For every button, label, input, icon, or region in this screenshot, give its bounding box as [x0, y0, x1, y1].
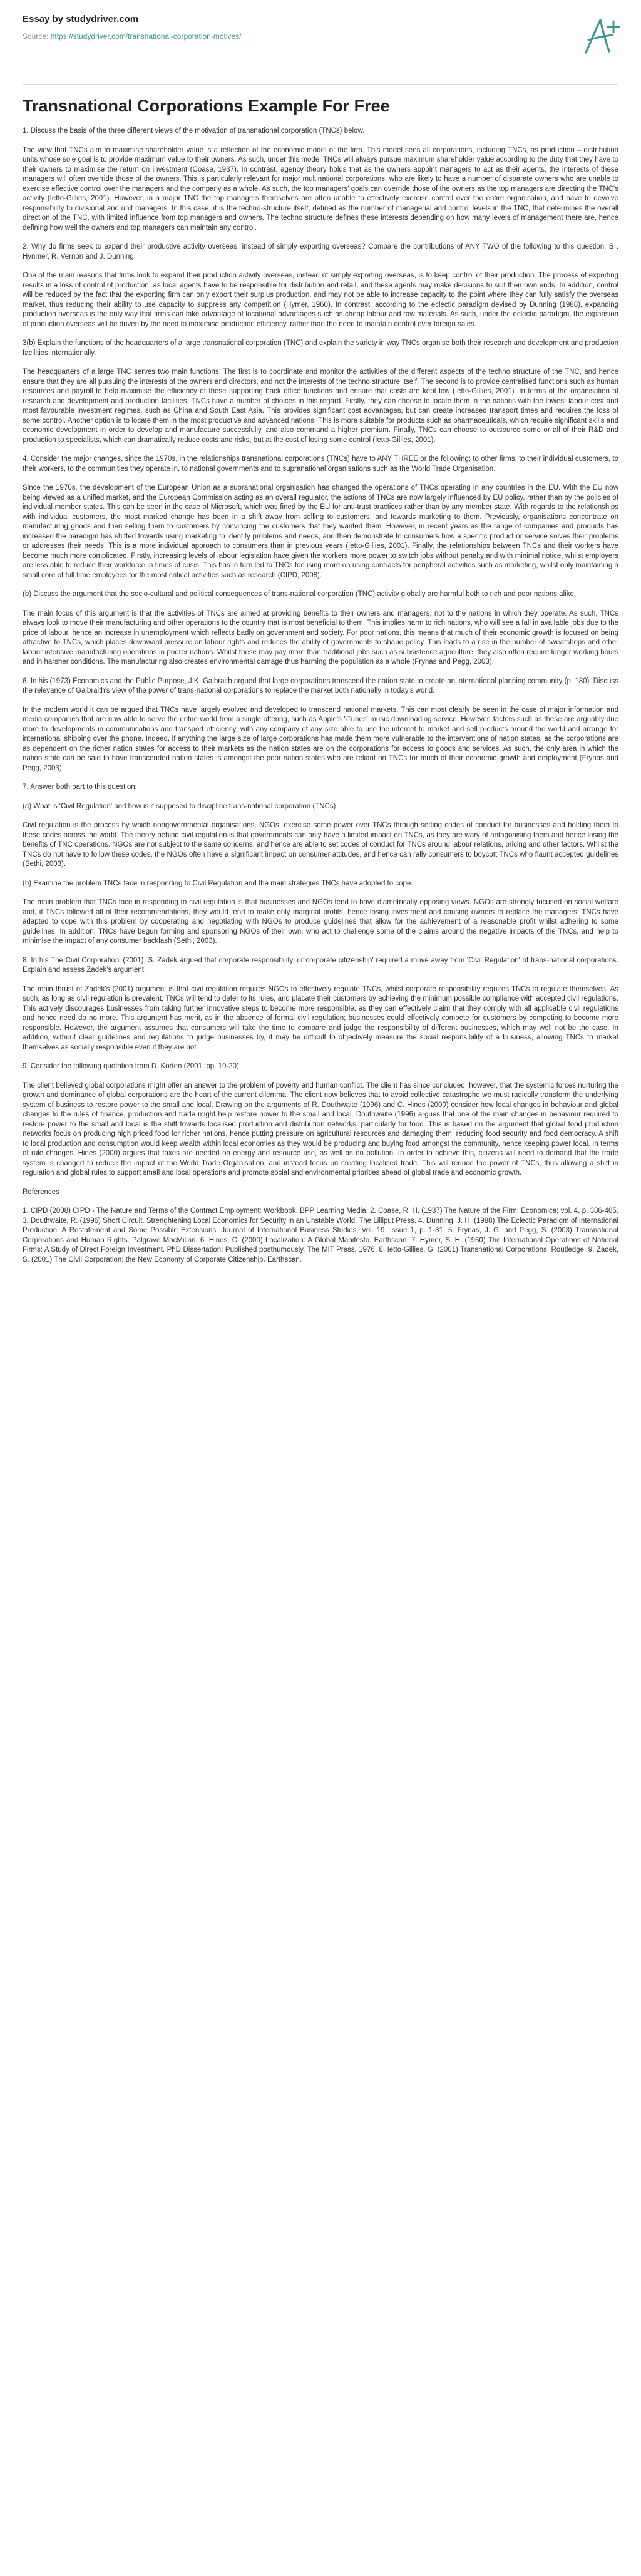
question-1: 1. Discuss the basis of the three different views of the motivation of transnational corporation (TNCs) below. [23, 127, 365, 135]
answer-9: The client believed global corporations might offer an answer to the problem of poverty and human conflict. The client has since concluded, however, that the systemic forces nurturing the growth and dominance of global corporations are the heart of the current dilemma. The client now believes that to avoid collective catastrophe we must radically transform the underlying system of business to restore power to the small and local. Drawing on the arguments of R. Douthwaite (1996) and C. Hines (2000) consider how local changes in behaviour and global changes to the rules of finance, production and trade might help restore power to the small and local. Douthwaite (1996) argues that one of the main changes in behaviour required to restore power to the small and local is the shift towards localised production and distribution networks, particularly for food. This is based on the argument that global food production networks focus on producing high priced food for richer nations, hence putting pressure on agricultural resources and damaging them, reducing food security and food democracy. A shift to local production and consumption would keep wealth within local economies as they would be producing and buying food amongst the community, hence keeping power local. In terms of rule changes, Hines (2000) argues that taxes are needed on energy and resource use, as well as on pollution. In order to achieve this, citizens will need to demand that the trade system is changed to reduce the impact of the World Trade Organisation, and instead focus on creating localised trade. This will reduce the power of TNCs, thus allowing a shift in regulation and global rules to support small and local operations and promote social and environmental priorities ahead of global trade and economic growth. [23, 1081, 618, 1177]
answer-6: In the modern world it can be argued that TNCs have largely evolved and developed to transcend national markets. This can most clearly be seen in the case of major information and media companies that are now able to serve the entire world from a single offering, such as Apple's 'iTunes' music downloading service. However, factors such as these are arguably due more to developments in communications and transport efficiency, with any company of any size able to use the internet to market and sell products around the world and arrange for international shipping over the phone. Indeed, if anything the large size of large corporations has made them more vulnerable to the interventions of nation states, as the corporations are as dependent on the richer nation states for access to their markets as the nation states are on the corporations for access to goods and services. As such, the only area in which the nation state can be said to have transcended nation states is amongst the poor nation states who are reliant on TNCs for much of their economic growth and employment (Frynas and Pegg, 2003). [23, 706, 618, 772]
answer-3b: The headquarters of a large TNC serves two main functions. The first is to coordinate and monitor the activities of the different aspects of the techno structure of the TNC, and hence ensure that they are all pursuing the interests of the owners and directors, and not the interests of the techno structure itself. The second is to provide centralised functions such as human resources and payroll to help maximise the efficiency of these supporting back office functions and ensure that costs are kept low (Ietto-Gillies, 2001). In terms of the organisation of research and development and production facilities, TNCs have a number of choices in this regard. Firstly, they can choose to locate them in the nations with the lowest labour cost and most favourable investment regimes, such as China and South East Asia. This provides significant cost advantages, but can create increased transport times and requires the loss of some control. Another option is to locate them in the most productive and advanced nations. This is more suitable for products such as pharmaceuticals, which require significant skills and economic development in order to develop and manufacture successfully, and also command a higher premium. Finally, TNCs can choose to outsource some or all of their R&D and production to specialists, which can dramatically reduce costs and risks, but at the cost of losing some control (Ietto-Gillies, 2001). [23, 368, 618, 444]
essay-title: Transnational Corporations Example For Free [23, 96, 390, 115]
essay-body [23, 95, 618, 1274]
question-7a: (a) What is 'Civil Regulation' and how is it supposed to discipline trans-national corporation (TNCs) [23, 802, 336, 810]
question-8: 8. In his The Civil Corporation' (2001), S. Zadek argued that corporate responsibility' or corporate citizenship' required a move away from 'Civil Regulation' of trans-national corporations. Explain and assess Zadek's argument. [23, 956, 618, 974]
question-4b: (b) Discuss the argument that the socio-cultural and political consequences of trans-national corporation (TNC) activity globally are harmful both to rich and poor nations alike. [23, 590, 577, 598]
site-title: Essay by studydriver.com [23, 14, 139, 24]
answer-1: The view that TNCs aim to maximise shareholder value is a reflection of the economic model of the firm. This model sees all corporations, including TNCs, as production – distribution units whose sole goal is to provide maximum value to their owners. As such, under this model TNCs will always pursue maximum shareholder value according to the duty that they have to their owners to maximise the return on investment (Coase, 1937). In contrast, agency theory holds that as the owners appoint managers to act as their agents, the interests of these managers will often override those of the owners. This is particularly relevant for major multinational corporations, who are likely to have a number of disparate owners who are unable to exercise effective control over the managers and the company as a whole. As such, the top managers' goals can override those of the owners as the top managers are directing the TNC's activity (Ietto-Gillies, 2001). However, in a major TNC the top managers themselves are often unable to effectively exercise control over the entire organisation, and have to devolve responsibility to divisional and unit managers. In this case, it is the techno-structure itself, defined as the number of managerial and control levels in the TNC, that determines the overall direction of the TNC, with limited influence from top managers and owners. The techno structure defines these interests depending on how many levels of management there are, hence defining how well the owners and top managers can maintain any control. [23, 146, 618, 232]
answer-4: Since the 1970s, the development of the European Union as a supranational organisation has changed the operations of TNCs operating in any countries in the EU. With the EU now being viewed as a unified market, and the European Commission acting as an overall regulator, the actions of TNCs are now largely influenced by EU policy, rather than by the policies of individual member states. This can be seen in the case of Microsoft, which was fined by the EU for anti-trust practices rather than by any member state. With regards to the relationships with individual customers, the most marked change has been in a shift away from selling to customers, and towards marketing to them. Previously, organisations concentrate on manufacturing goods and then selling them to customers by convincing the customers that they wanted them. However, in recent years as the range of companies and products has increased the paradigm has shifted towards using marketing to identify problems and needs, and then demonstrate to consumers how a specific product or service solves their problems or addresses their needs. This is a more individual approach to consumers than in previous years (Ietto-Gillies, 2001). Finally, the relationships between TNCs and their workers have become much more complicated. Firstly, increasing levels of labour legislation have given the workers more power to switch jobs without penalty and with minimal notice, whilst employers are less able to reduce their workforce in times of crisis. This has in turn led to TNCs focusing more on using contracts for peripheral activities such as marketing, whilst only maintaining a small core of full time employees for the most critical activities such as research (CIPD, 2008). [23, 484, 618, 579]
question-2: 2. Why do firms seek to expand their productive activity overseas, instead of simply exporting overseas? Compare the contributions of ANY TWO of the following to this question. S . Hynmer, R. Vernon and J. Dunning. [23, 243, 618, 260]
answer-7b: The main problem that TNCs face in responding to civil regulation is that businesses and NGOs tend to have diametrically opposing views. NGOs are strongly focused on social welfare and, if TNCs followed all of their recommendations, they would tend to make only marginal profits, hence losing investment and causing owners to replace the managers. TNCs have adapted to cope with this problem by cooperating and negotiating with NGOs to produce guidelines that allow for the achievement of a reasonable profit whilst adhering to some guidelines. In addition, TNCs have begun forming and sponsoring NGOs of their own, who act to challenge some of the claims around the negative impacts of the TNCs, and help to minimise the impact of any consumer backlash (Sethi, 2003). [23, 899, 618, 945]
a-plus-logo-icon[interactable] [580, 14, 623, 58]
header-divider [23, 84, 618, 85]
answer-4b: The main focus of this argument is that the activities of TNCs are aimed at providing benefits to their owners and managers, not to the nations in which they operate. As such, TNCs always look to move their manufacturing and other operations to the country that is most beneficial to them. This implies harm to rich nations, who will see a fall in available jobs due to the price of labour, hence an increase in unemployment which reflects badly on government and society. For poor nations, this means that much of their economic growth is focused on being attractive to TNCs, which places downward pressure on labour rights and reduces the ability of governments to shape policy. This leads to a rise in the number of sweatshops and other labour intensive manufacturing operations in poorer nations. Whilst these may pay more than traditional jobs such as subsistence agriculture, they also often require longer working hours and in harsher conditions. The manufacturing also creates environmental damage thus harming the population as a whole (Frynas and Pegg, 2003). [23, 609, 618, 666]
references-heading: References [23, 1188, 59, 1196]
question-7: 7. Answer both part to this question: [23, 783, 137, 791]
answer-2: One of the main reasons that firms look to expand their production activity overseas, instead of simply exporting overseas, is to keep control of their production. The process of exporting results in a loss of control of production, as local agents have to be responsible for distribution and retail, and these agents may make decisions to suit their own ends. In addition, control will be reduced by the fact that the exporting firm can only export their surplus production, and may not be able to increase capacity to the point where they can fully satisfy the overseas market, thus reducing their ability to use capacity to suppress any competition (Hymer, 1960). In contrast, according to the eclectic paradigm devised by Dunning (1988), expanding production overseas is the only way that firms can take advantage of locational advantages such as cheap labour and raw materials. As such, under the eclectic paradigm, the expansion of production overseas will be driven by the need to maximise production efficiency, rather than the need to maintain control over foreign sales. [23, 272, 618, 328]
site-header [0, 0, 641, 84]
source-line [23, 32, 242, 41]
source-link[interactable]: https://studydriver.com/transnational-corporation-motives/ [50, 32, 242, 41]
question-6: 6. In his (1973) Economics and the Public Purpose, J.K. Galbraith argued that large corporations transcend the nation state to create an international planning community (p. 180). Discuss the relevance of Galbraith's view of the power of trans-national corporations to replace the market both nationally in today's world. [23, 677, 618, 694]
question-3b: 3(b) Explain the functions of the headquarters of a large transnational corporation (TNC) and explain the variety in way TNCs organise both their research and development and production facilities internationally. [23, 339, 618, 357]
answer-8: The main thrust of Zadek's (2001) argument is that civil regulation requires NGOs to effectively regulate TNCs, whilst corporate responsibility requires TNCs to regulate themselves. As such, as long as civil regulation is prevalent, TNCs will tend to defer to its rules, and placate their customers by achieving the minimum possible compliance with accepted civil regulations. This actively discourages businesses from taking further innovative steps to become more responsible, as they can effectively claim that they comply with all applicable civil regulations and hence need do no more. This argument has merit, as in the absence of formal civil regulation; businesses could effectively compete for customers by competing to become more responsible. However, the argument assumes that consumers will take the time to compare and judge the responsibility of different businesses, which may well not be the case. In addition, without clear guidelines and regulations to judge businesses by, it may be difficult to objectively measure the social responsibility of a business, allowing TNCs to market themselves as socially responsible even if they are not. [23, 985, 618, 1051]
question-4: 4. Consider the major changes, since the 1970s, in the relationships transnational corporations (TNCs) have to ANY THREE or the following; to other firms, to their individual customers, to their workers, to the communities they operate in, to national governments and to supranational organisations such as the World Trade Organisation. [23, 455, 618, 473]
source-label: Source: [23, 32, 49, 41]
references-list: 1. CIPD (2008) CIPD - The Nature and Terms of the Contract Employment: Workbook. BPP Learning Media. 2. Coase, R. H. (1937) The Nature of the Firm. Economica; vol. 4, p. 386-405. 3. Douthwaite, R. (1996) Short Circuit. Strenghtening Local Economics for Security in an Unstable World. The Lilliput Press. 4. Dunning, J. H. (1988) The Eclectic Paradigm of International Production: A Restatement and Some Possible Extensions. Journal of International Business Studies; Vol. 19, Issue 1, p. 1-31. 5. Frynas, J. G. and Pegg, S. (2003) Transnational Corporations and Human Rights. Palgrave MacMillan. 6. Hines, C. (2000) Localization: A Global Manifesto. Earthscan. 7. Hymer, S. H. (1960) The International Operations of National Firms: A Study of Direct Foreign Investment. PhD Dissertation: Published posthumously. The MIT Press, 1976. 8. Ietto-Gillies, G. (2001) Transnational Corporations. Routledge. 9. Zadek, S. (2001) The Civil Corporation: the New Economy of Corporate Citizenship. Earthscan. [23, 1207, 618, 1264]
answer-7a: Civil regulation is the process by which nongovernmental organisations, NGOs, exercise some power over TNCs through setting codes of conduct for businesses and holding them to these codes across the world. The theory behind civil regulation is that governments can only have a limited impact on TNCs, as they are wary of antagonising them and hence losing the benefits of TNC operations. NGOs are not subject to the same concerns, and hence are able to set codes of conduct for TNCs around labour relations, pricing and other factors. Whilst the TNCs do not have to follow these codes, the NGOs often have a significant impact on consumer attitudes, and hence can rally consumers to boycott TNCs who flaunt accepted guidelines (Sethi, 2003). [23, 822, 618, 868]
question-7b: (b) Examine the problem TNCs face in responding to Civil Regulation and the main strategies TNCs have adopted to cope. [23, 879, 413, 887]
question-9: 9. Consider the following quotation from D. Korten (2001 :pp. 19-20) [23, 1063, 239, 1070]
